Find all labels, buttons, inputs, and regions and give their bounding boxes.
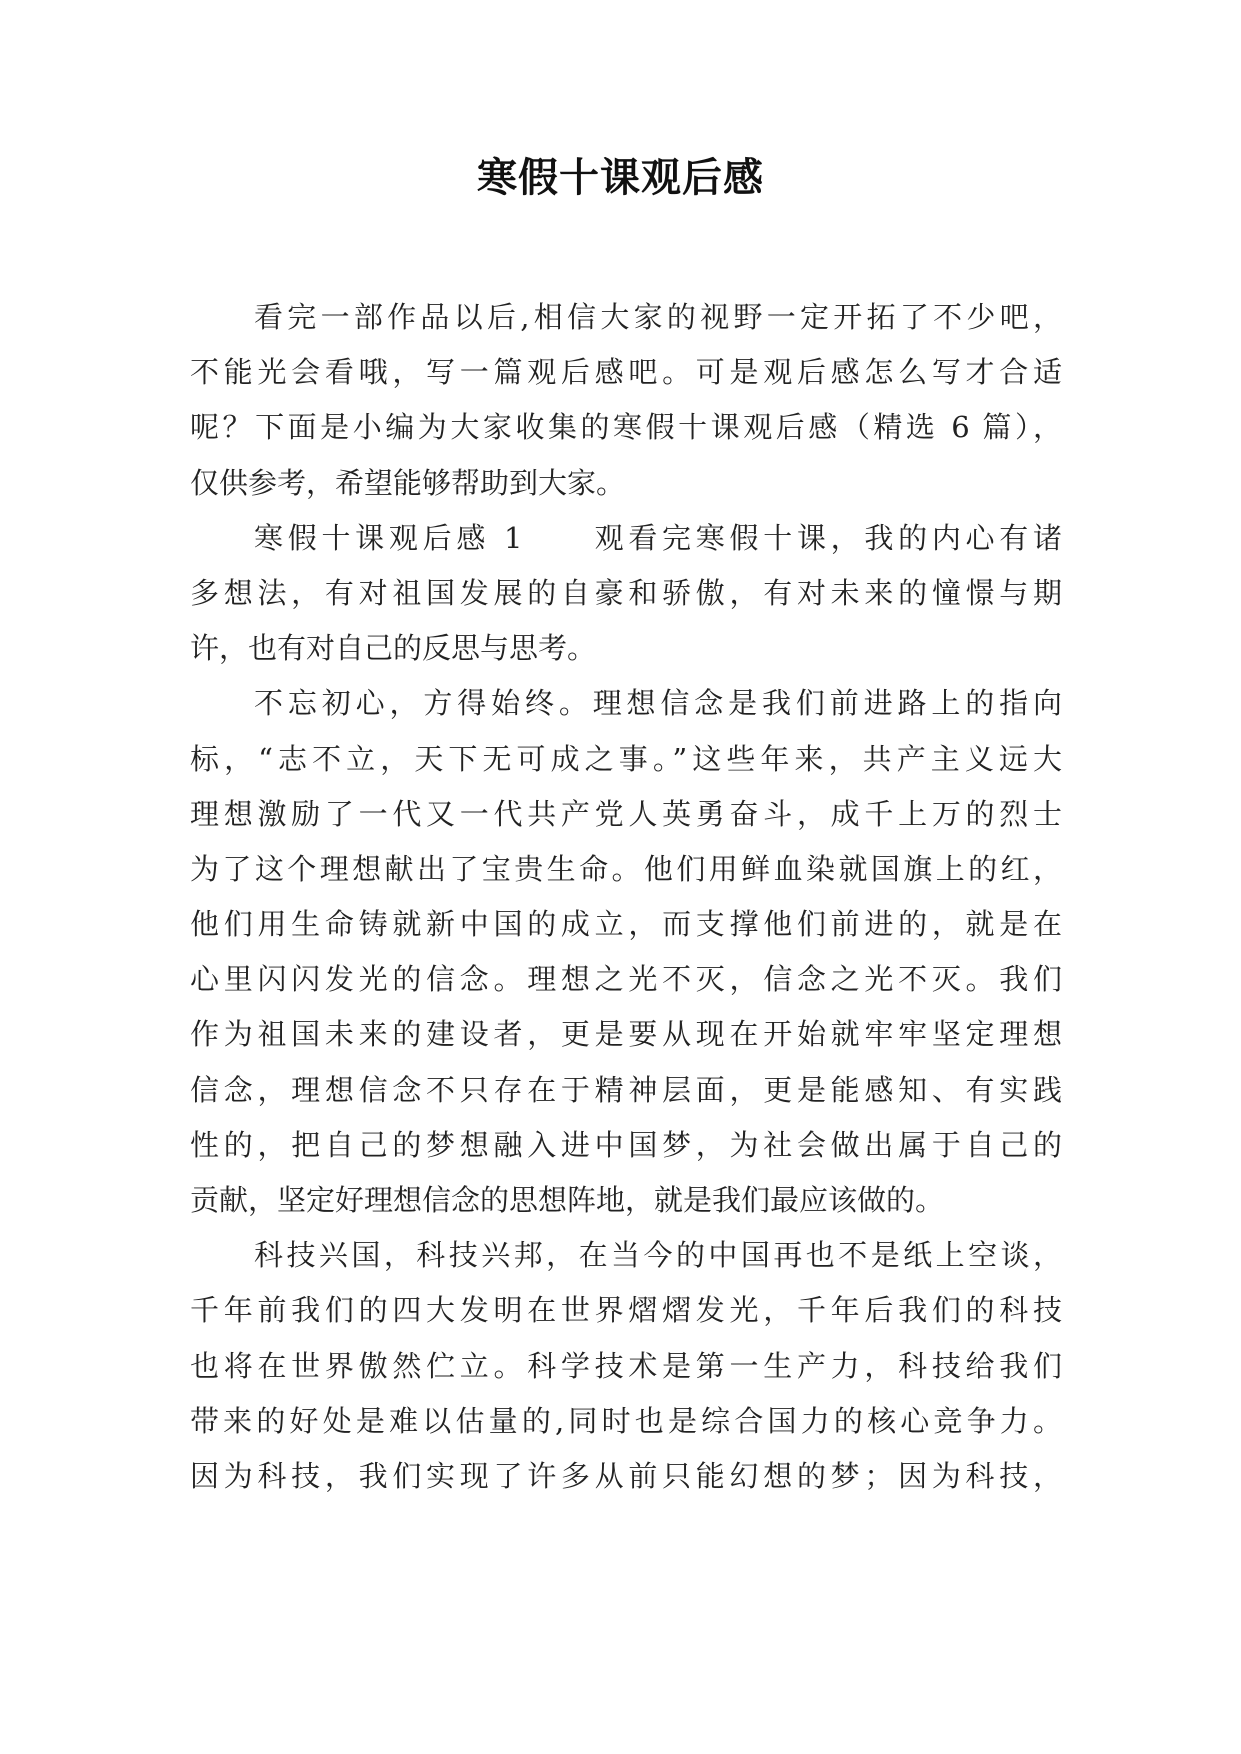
text-line: 作为祖国未来的建设者，更是要从现在开始就牢牢坚定理想 [190,1017,1062,1052]
text-line: 看完一部作品以后,相信大家的视野一定开拓了不少吧， [254,300,1062,334]
text-line: 信念，理想信念不只存在于精神层面，更是能感知、有实践 [190,1072,1062,1107]
text-line: 也将在世界傲然伫立。科学技术是第一生产力，科技给我们 [190,1348,1062,1383]
text-line: 多想法，有对祖国发展的自豪和骄傲，有对未来的憧憬与期 [190,575,1062,610]
text-line: 千年前我们的四大发明在世界熠熠发光，千年后我们的科技 [190,1293,1062,1328]
text-line: 标，“志不立，天下无可成之事。”这些年来，共产主义远大 [190,741,1062,776]
text-line: 为了这个理想献出了宝贵生命。他们用鲜血染就国旗上的红， [190,851,1062,886]
text-line: 呢？下面是小编为大家收集的寒假十课观后感（精选 6 篇）， [190,410,1062,445]
text-line: 他们用生命铸就新中国的成立，而支撑他们前进的，就是在 [190,907,1062,942]
text-line: 许，也有对自己的反思与思考。 [190,631,597,666]
text-line: 理想激励了一代又一代共产党人英勇奋斗，成千上万的烈士 [190,796,1062,831]
text-line: 因为科技，我们实现了许多从前只能幻想的梦；因为科技， [190,1458,1062,1493]
text-line: 不忘初心，方得始终。理想信念是我们前进路上的指向 [254,686,1062,721]
text-line: 科技兴国，科技兴邦，在当今的中国再也不是纸上空谈， [254,1238,1062,1273]
text-line: 心里闪闪发光的信念。理想之光不灭，信念之光不灭。我们 [190,962,1062,997]
text-line: 寒假十课观后感 1 观看完寒假十课，我的内心有诸 [254,520,1062,555]
text-line: 不能光会看哦，写一篇观后感吧。可是观后感怎么写才合适 [190,355,1062,390]
text-line: 仅供参考，希望能够帮助到大家。 [190,465,626,500]
document-title: 寒假十课观后感 [477,154,764,201]
text-line: 性的，把自己的梦想融入进中国梦，为社会做出属于自己的 [190,1127,1062,1162]
text-line: 带来的好处是难以估量的,同时也是综合国力的核心竞争力。 [190,1403,1062,1438]
document-body [190,290,1062,1504]
text-line: 贡献，坚定好理想信念的思想阵地，就是我们最应该做的。 [190,1183,945,1217]
